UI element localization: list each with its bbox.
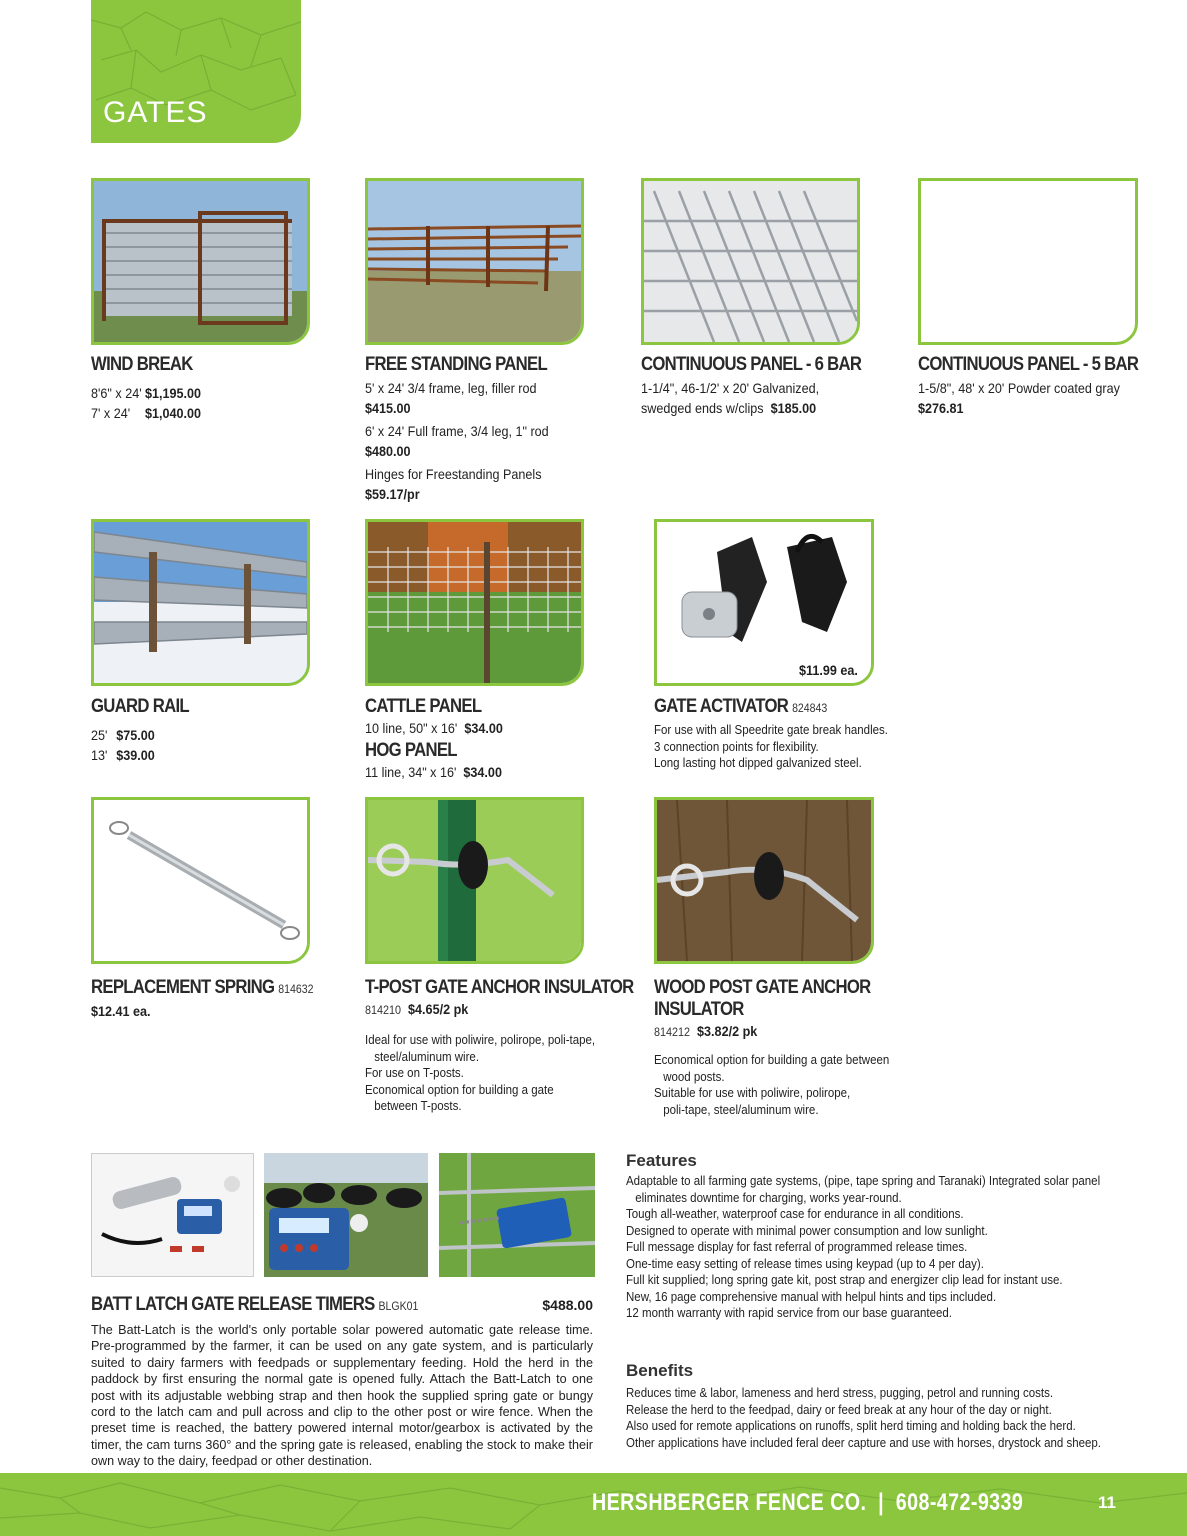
price: $12.41 ea. [91, 1003, 151, 1019]
features-section [626, 1151, 1141, 1322]
feature-item: New, 16 page comprehensive manual with helpul hints and tips included. [626, 1289, 997, 1304]
desc-line: For use with all Speedrite gate break handles. [654, 723, 888, 737]
guard-rail-image [91, 519, 310, 686]
wind-break-row: 8'6" x 24' $1,195.00 [91, 385, 202, 401]
desc-line: steel/aluminum wire. [374, 1049, 480, 1064]
spec-line: 10 line, 50" x 16' $34.00 [365, 720, 503, 736]
product-gate-activator [654, 696, 908, 772]
section-header-tab [91, 0, 301, 143]
guard-rail-title: GUARD RAIL [91, 696, 189, 717]
spec-line: 1-5/8", 48' x 20' Powder coated gray [918, 380, 1120, 396]
wood-post-insulator-image [654, 797, 874, 964]
product-wood-post-insulator [654, 977, 910, 1118]
desc-line: For use on T-posts. [365, 1066, 464, 1080]
cont6-title: CONTINUOUS PANEL - 6 BAR [641, 354, 862, 375]
footer-bar [0, 1473, 1187, 1536]
product-cattle-hog-panel [365, 696, 518, 782]
footer-company-phone: HERSHBERGER FENCE CO. | 608-472-9339 [592, 1489, 1024, 1516]
benefit-item: Reduces time & labor, lameness and herd stress, pugging, petrol and running costs. [626, 1386, 1054, 1400]
benefit-item: Also used for remote applications on runoffs, split herd timing and holding back the herd. [626, 1419, 1076, 1433]
replacement-spring-title: REPLACEMENT SPRING 814632 [91, 977, 314, 998]
desc-line: 3 connection points for flexibility. [654, 739, 819, 754]
price: $480.00 [365, 443, 411, 459]
feature-item: Full kit supplied; long spring gate kit, post strap and energizer clip lead for instant use. [626, 1273, 1063, 1287]
t-post-insulator-image [365, 797, 584, 964]
spec-line: 1-1/4", 46-1/2' x 20' Galvanized, [641, 380, 820, 396]
benefits-heading: Benefits [626, 1361, 694, 1380]
continuous-panel-6-bar-image [641, 178, 860, 345]
feature-item: One-time easy setting of release times using keypad (up to 4 per day). [626, 1256, 984, 1271]
product-free-standing-panel [365, 354, 572, 504]
product-t-post-insulator [365, 977, 670, 1115]
t-post-title: T-POST GATE ANCHOR INSULATOR [365, 977, 634, 998]
batt-latch-section [91, 1294, 593, 1470]
free-standing-title: FREE STANDING PANEL [365, 354, 548, 375]
spec-line: 11 line, 34" x 16' $34.00 [365, 764, 502, 780]
wood-post-title: INSULATOR [654, 999, 744, 1020]
feature-item: 12 month warranty with rapid service from our base guaranteed. [626, 1306, 953, 1320]
wind-break-row: 7' x 24' $1,040.00 [91, 405, 202, 421]
page-number: 11 [1098, 1493, 1116, 1512]
wind-break-image [91, 178, 310, 345]
activator-price-tag: $11.99 ea. [799, 662, 858, 678]
desc-line: Long lasting hot dipped galvanized steel. [654, 756, 862, 770]
feature-item: eliminates downtime for charging, works year-round. [635, 1190, 902, 1205]
product-continuous-5-bar [918, 354, 1168, 418]
feature-item: Adaptable to all farming gate systems, (pipe, tape spring and Taranaki) Integrated solar panel [626, 1174, 1101, 1188]
batt-latch-title: BATT LATCH GATE RELEASE TIMERS BLGK01 [91, 1294, 419, 1315]
desc-line: Economical option for building a gate between [654, 1053, 890, 1067]
page-title: GATES [103, 96, 208, 129]
product-guard-rail [91, 696, 202, 765]
guard-rail-row: 13' $39.00 [91, 747, 155, 763]
sku-price: 814210 $4.65/2 pk [365, 1001, 469, 1017]
sku-price: 814212 $3.82/2 pk [654, 1023, 758, 1039]
gate-activator-image [654, 519, 874, 686]
benefits-section [626, 1361, 1142, 1451]
benefit-item: Release the herd to the feedpad, dairy or feed break at any hour of the day or night. [626, 1402, 1052, 1417]
product-continuous-6-bar [641, 354, 891, 418]
price: $276.81 [918, 400, 964, 416]
feature-item: Tough all-weather, waterproof case for endurance in all conditions. [626, 1207, 964, 1221]
wind-break-title: WIND BREAK [91, 354, 193, 375]
wood-post-title: WOOD POST GATE ANCHOR [654, 977, 871, 998]
free-standing-panel-image [365, 178, 584, 345]
product-replacement-spring [91, 977, 344, 1021]
replacement-spring-image [91, 797, 310, 964]
continuous-panel-5-bar-image [918, 178, 1138, 345]
benefit-item: Other applications have included feral deer capture and use with horses, drystock and sheep. [626, 1435, 1101, 1450]
batt-latch-field-image [439, 1153, 595, 1277]
gate-activator-title: GATE ACTIVATOR 824843 [654, 696, 828, 717]
cattle-panel-image [365, 519, 584, 686]
batt-latch-price: $488.00 [542, 1297, 593, 1313]
spec-line: swedged ends w/clips $185.00 [641, 400, 817, 416]
desc-line: Economical option for building a gate [365, 1082, 554, 1097]
spec-line: 6' x 24' Full frame, 3/4 leg, 1" rod [365, 423, 549, 439]
cattle-panel-title: CATTLE PANEL [365, 696, 482, 717]
cont5-title: CONTINUOUS PANEL - 5 BAR [918, 354, 1139, 375]
desc-line: wood posts. [663, 1069, 725, 1084]
desc-line: Suitable for use with poliwire, polirope, [654, 1086, 851, 1100]
feature-item: Full message display for fast referral of programmed release times. [626, 1240, 968, 1254]
price: $415.00 [365, 400, 411, 416]
desc-line: between T-posts. [374, 1099, 462, 1113]
desc-line: poli-tape, steel/aluminum wire. [663, 1102, 819, 1117]
product-wind-break [91, 354, 213, 423]
batt-latch-cattle-image [264, 1153, 428, 1277]
batt-latch-description: The Batt-Latch is the world's only portable solar powered automatic gate release time. Pre-programmed by the farmer, it can be used on any gate system, and is particularly suited to dairy farmers with feedpads or supplementary feeding. Hold the herd in the paddock by first ensuring the normal gate is opened fully. Attach the Batt-Latch to one post with its adjustable webbing strap and then hook the supplied spring gate or bungy cord to the latch cam and pull across and clip to the other post or wire fence. When the preset time is reached, the battery powered internal motor/gearbox is activated by the timer, the cam turns 360° and the spring gate is released, enabling the stock to make their own way to the dairy, feedpad or other destination. [91, 1323, 593, 1469]
price: $59.17/pr [365, 486, 420, 502]
hog-panel-title: HOG PANEL [365, 740, 457, 761]
features-heading: Features [626, 1151, 697, 1170]
guard-rail-row: 25' $75.00 [91, 727, 155, 743]
spec-line: Hinges for Freestanding Panels [365, 466, 542, 482]
batt-latch-kit-image [91, 1153, 254, 1277]
desc-line: Ideal for use with poliwire, polirope, poli-tape, [365, 1033, 596, 1047]
spec-line: 5' x 24' 3/4 frame, leg, filler rod [365, 380, 537, 396]
feature-item: Designed to operate with minimal power consumption and low sunlight. [626, 1223, 988, 1238]
